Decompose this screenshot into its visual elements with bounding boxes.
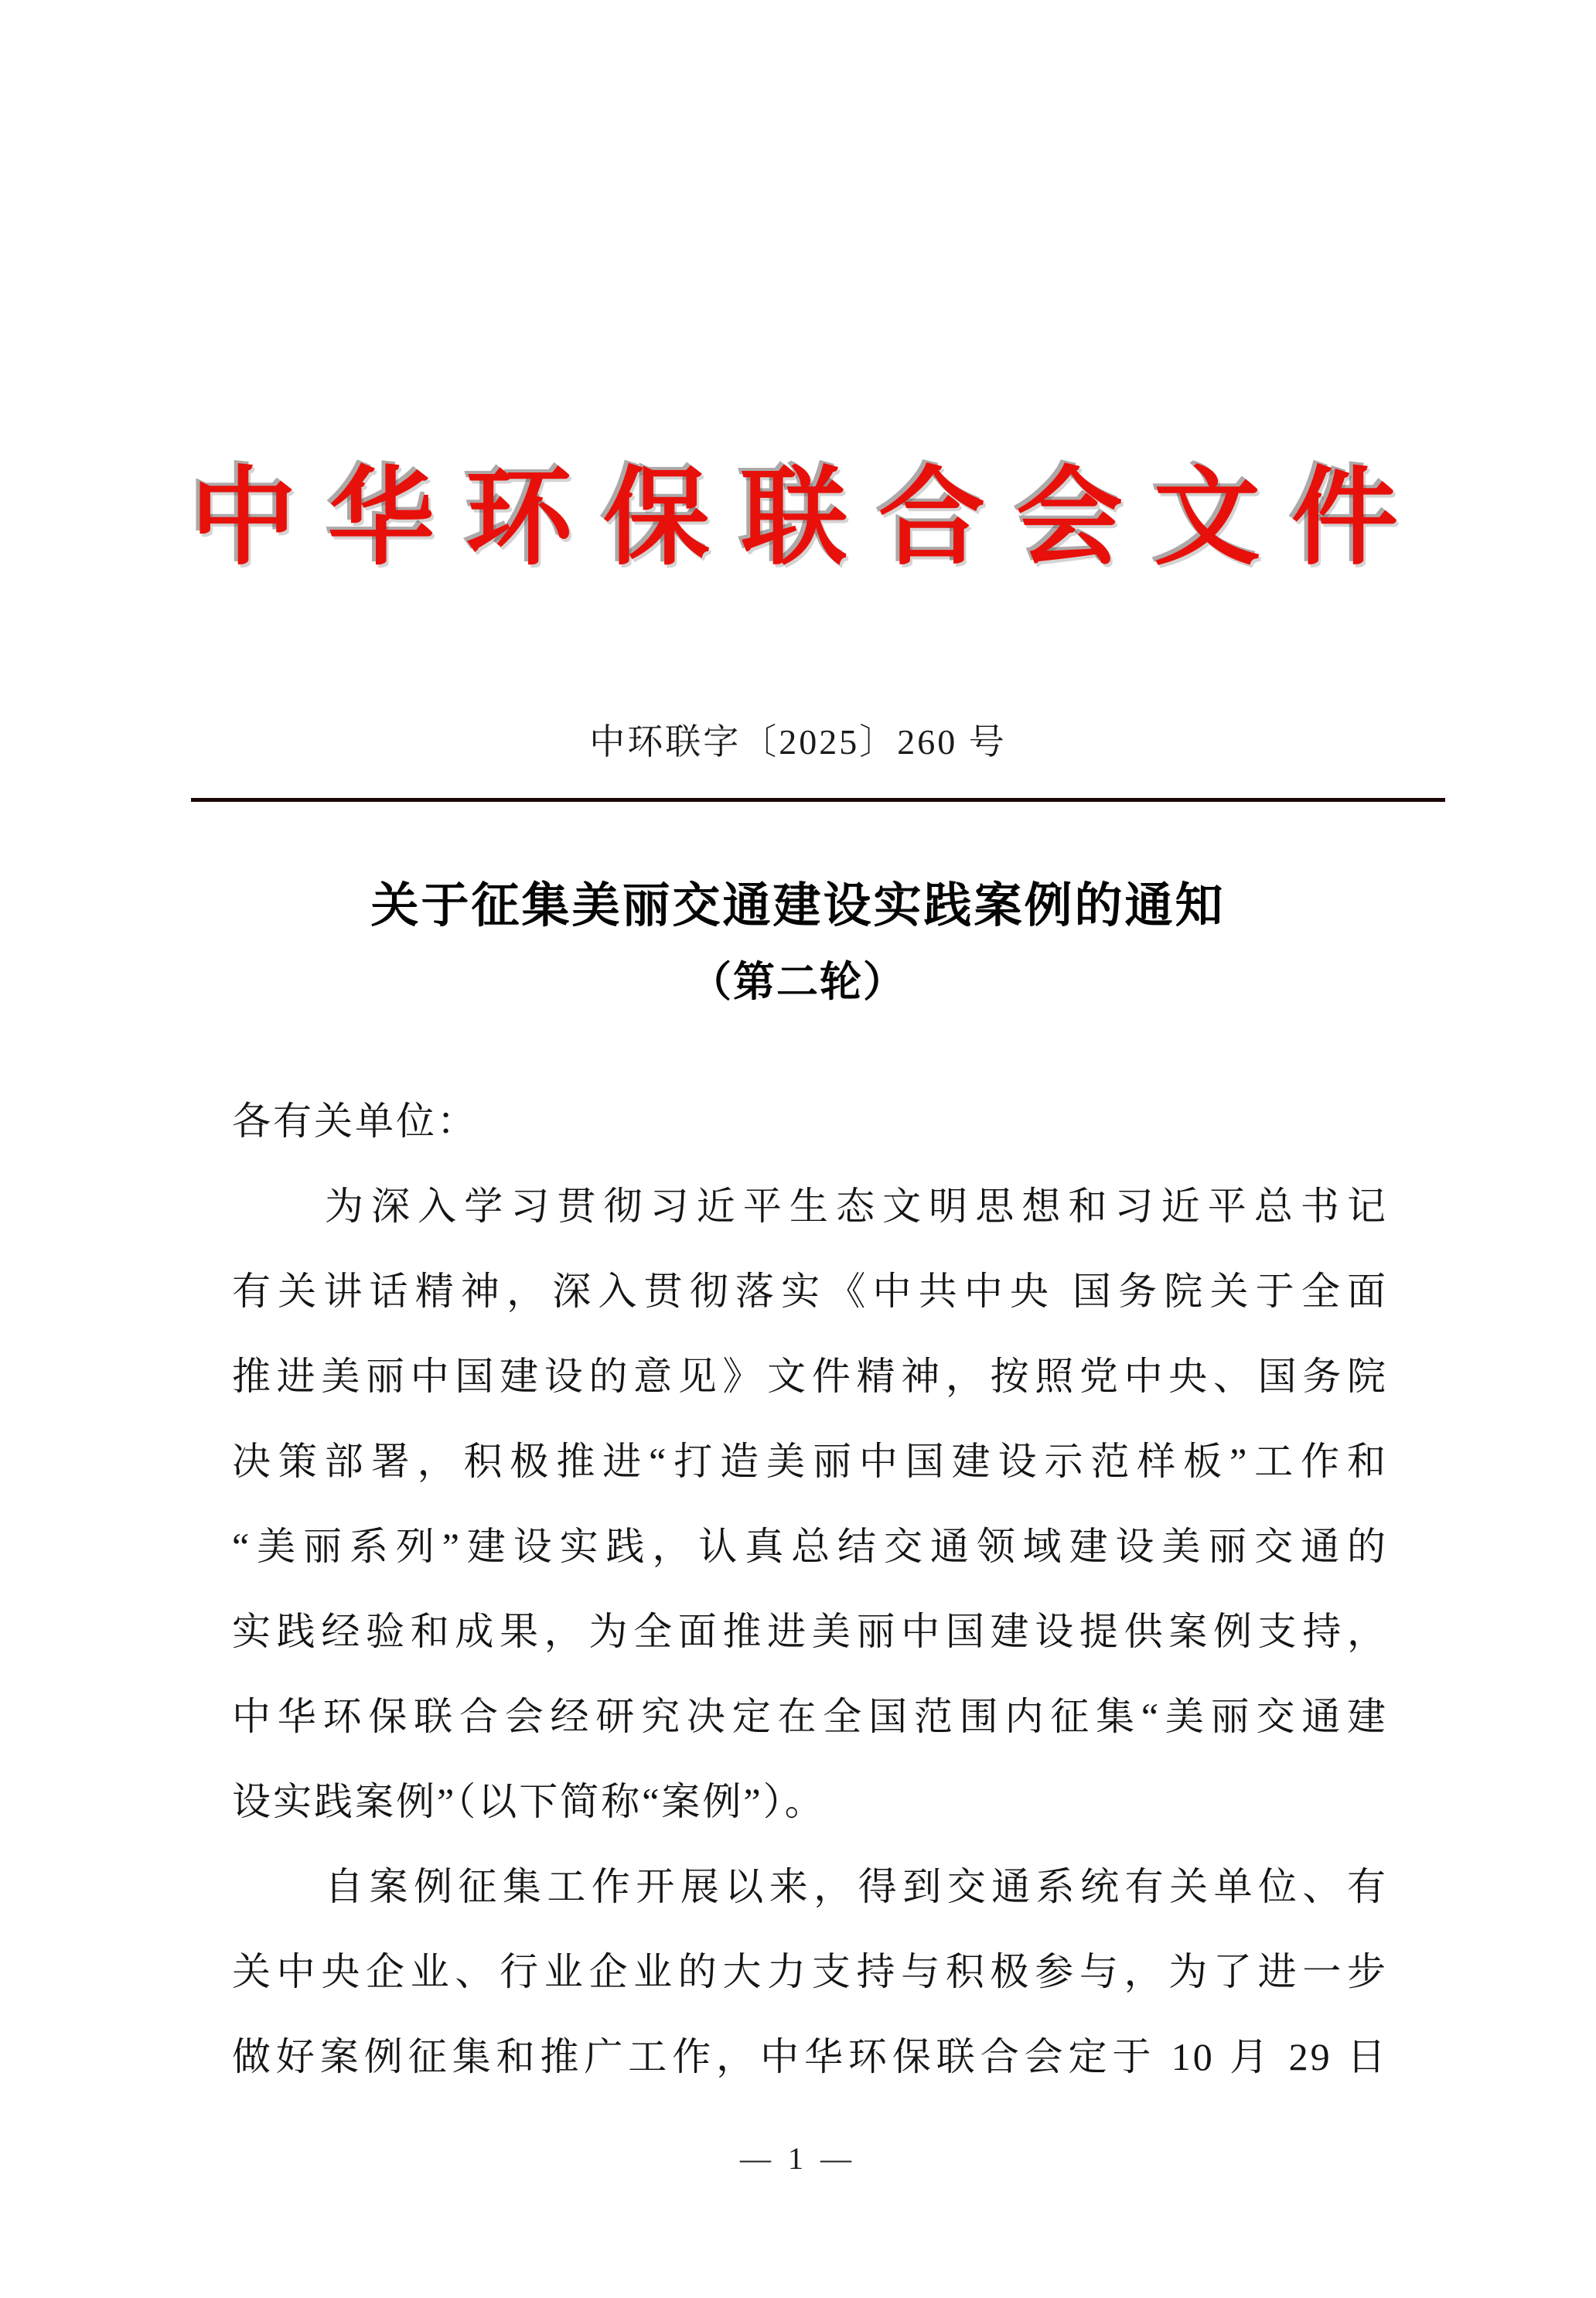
body-line: 中华环保联合会经研究决定在全国范围内征集“美丽交通建 — [232, 1695, 1388, 1738]
document-number: 中环联字〔2025〕260 号 — [589, 722, 1007, 762]
notice-subtitle: （第二轮） — [690, 959, 906, 1005]
body-line: 为深入学习贯彻习近平生态文明思想和习近平总书记 — [325, 1185, 1388, 1228]
body-line: 有关讲话精神，深入贯彻落实《中共中央 国务院关于全面 — [232, 1270, 1388, 1313]
body-line: 自案例征集工作开展以来，得到交通系统有关单位、有 — [325, 1865, 1388, 1908]
body-line: 推进美丽中国建设的意见》文件精神，按照党中央、国务院 — [232, 1355, 1388, 1398]
body-line: 设实践案例”（以下简称“案例”）。 — [232, 1780, 826, 1823]
notice-body — [232, 1079, 1388, 2099]
body-line: 关中央企业、行业企业的大力支持与积极参与，为了进一步 — [232, 1950, 1388, 1993]
red-header-org-title: 中华环保联合会文件 — [189, 459, 1429, 578]
body-line: 做好案例征集和推广工作，中华环保联合会定于 10 月 29 日 — [232, 2035, 1388, 2078]
body-line: “美丽系列”建设实践，认真总结交通领域建设美丽交通的 — [232, 1525, 1388, 1568]
page-number: — 1 — — [740, 2141, 856, 2176]
header-divider-rule — [191, 798, 1445, 802]
body-line: 决策部署，积极推进“打造美丽中国建设示范样板”工作和 — [232, 1440, 1388, 1483]
body-line: 实践经验和成果，为全面推进美丽中国建设提供案例支持， — [232, 1610, 1388, 1653]
notice-title: 关于征集美丽交通建设实践案例的通知 — [370, 880, 1226, 932]
body-line-salutation: 各有关单位： — [232, 1100, 478, 1143]
